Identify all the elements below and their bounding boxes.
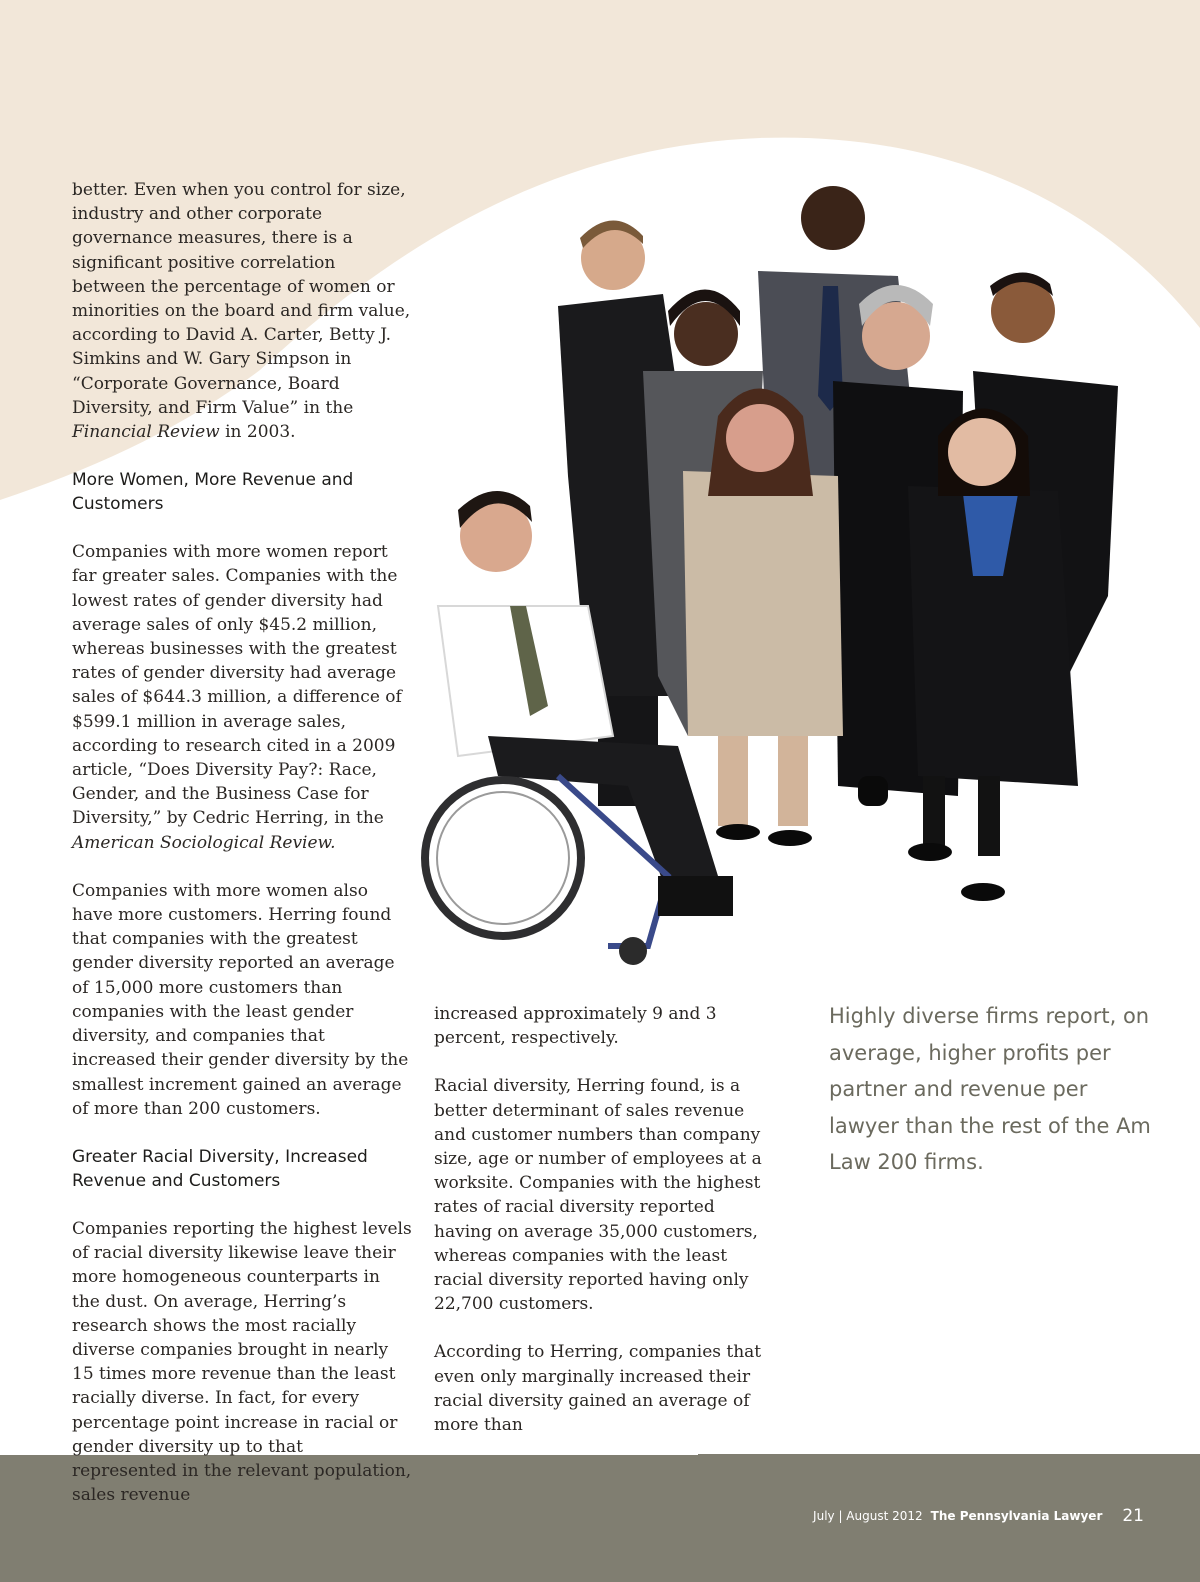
section-heading: More Women, More Revenue and Customers [72, 470, 354, 515]
section-heading: Greater Racial Diversity, Increased Revenue and Customers [72, 1146, 368, 1191]
group-photo [418, 176, 1138, 976]
page-footer [813, 1452, 1144, 1580]
paragraph: Companies with more women also have more customers. Herring found that companies with the greatest gender diversity reported an average of 15,000 more customers than companies with the least gender diversity, and companies that increased their gender diversity by the smallest increment gained an average of more than 200 customers. [72, 880, 409, 1119]
paragraph: Companies reporting the highest levels of racial diversity likewise leave their more homogeneous counterparts in the dust. On average, Herring’s research shows the most racially diverse companies brought in nearly 15 times more revenue than the least racially diverse. In fact, for every percentage point increase in racial or gender diversity up to that represented in the relevant population, sales revenue [72, 1218, 412, 1506]
article-column-2 [434, 1002, 774, 1437]
paragraph: Companies with more women report far greater sales. Companies with the lowest rates of gender diversity had average sales of only $45.2 million, whereas businesses with the greatest rates of gender diversity had average sales of $644.3 million, a difference of $599.1 million in average sales, according to research cited in a 2009 article, “Does Diversity Pay?: Race, Gender, and the Business Case for Diversity,” by Cedric Herring, in the American Sociological Review. [72, 542, 402, 853]
journal-title: American Sociological Review. [72, 832, 336, 853]
issue-date: July | August 2012 [813, 1509, 923, 1523]
paragraph: According to Herring, companies that even only marginally increased their racial diversity gained an average of more than [434, 1342, 762, 1436]
publication-name: The Pennsylvania Lawyer [930, 1509, 1103, 1523]
page-number: 21 [1122, 1506, 1144, 1526]
article-column-1 [72, 178, 412, 1507]
pull-quote: Highly diverse firms report, on average, higher profits per partner and revenue per lawyer than the rest of the Am Law 200 firms. [829, 1004, 1151, 1174]
paragraph: increased approximately 9 and 3 percent, respectively. [434, 1004, 717, 1049]
journal-title: Financial Review [72, 422, 220, 443]
paragraph: better. Even when you control for size, industry and other corporate governance measures, there is a significant positive correlation between the percentage of women or minorities on the board and firm value, according to David A. Carter, Betty J. Simkins and W. Gary Simpson in “Corporate Governance, Board Diversity, and Firm Value” in the Financial Review in 2003. [72, 180, 411, 443]
paragraph: Racial diversity, Herring found, is a better determinant of sales revenue and customer numbers than company size, age or number of employees at a worksite. Companies with the highest rates of racial diversity reported having on average 35,000 customers, whereas companies with the least racial diversity reported having only 22,700 customers. [434, 1076, 762, 1315]
